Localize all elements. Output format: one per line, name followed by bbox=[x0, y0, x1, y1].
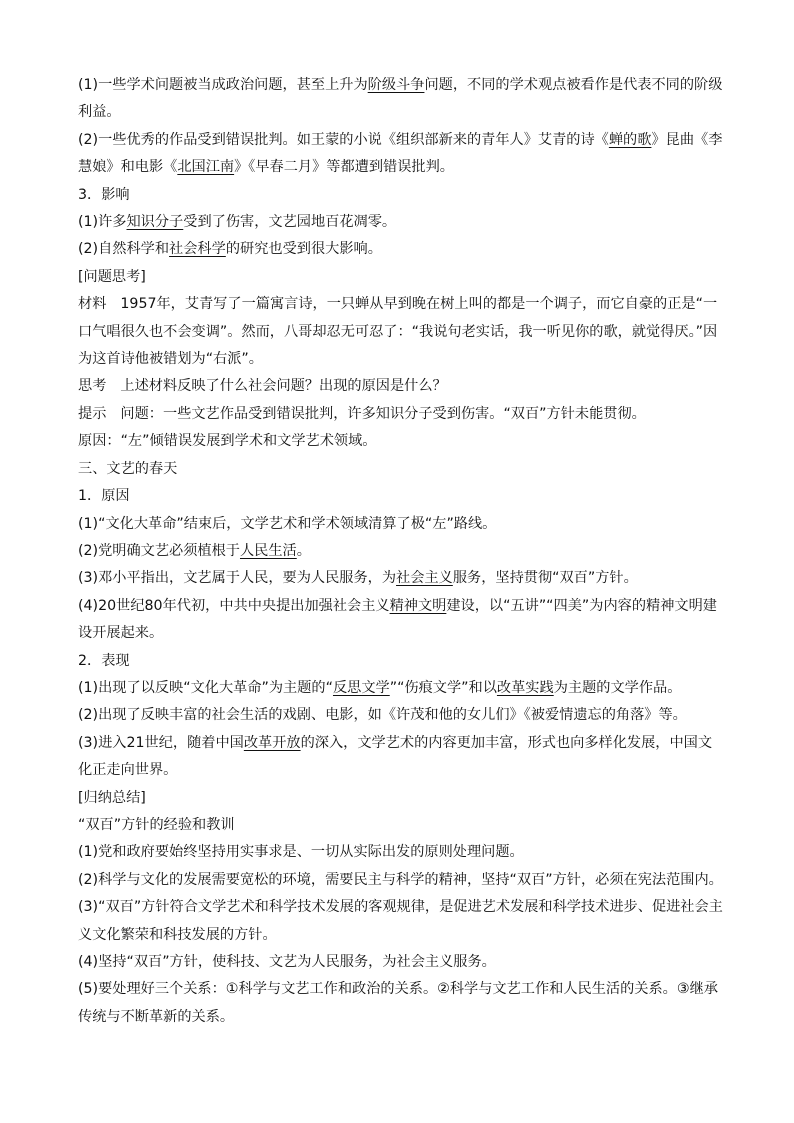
text-segment: (4)坚持“双百”方针，使科技、文艺为人民服务，为社会主义服务。 bbox=[78, 954, 496, 970]
text-segment: (3)“双百”方针符合文学艺术和科学技术发展的客观规律，是促进艺术发展和科学技术进步、促进社会主义文化繁荣和科技发展的方针。 bbox=[78, 899, 723, 943]
underlined-keyword: 人民生活 bbox=[239, 542, 297, 559]
text-line bbox=[78, 538, 724, 565]
text-line bbox=[78, 675, 724, 702]
text-segment: 3．影响 bbox=[78, 186, 130, 203]
underlined-keyword: 反思文学 bbox=[332, 679, 390, 696]
text-line bbox=[78, 730, 724, 785]
text-segment: 服务，坚持贯彻“双百”方针。 bbox=[452, 570, 638, 587]
underlined-keyword: 知识分子 bbox=[126, 214, 184, 231]
text-line bbox=[78, 127, 724, 182]
text-line bbox=[78, 812, 724, 839]
text-segment: (1)一些学术问题被当成政治问题，甚至上升为 bbox=[78, 77, 368, 93]
text-segment: 为主题的文学作品。 bbox=[553, 679, 682, 696]
text-line bbox=[78, 702, 724, 729]
text-segment: 材料 bbox=[78, 296, 107, 313]
text-segment: (2)科学与文化的发展需要宽松的环境，需要民主与科学的精神，坚持“双百”方针，必须在宪法范围内。 bbox=[78, 871, 723, 888]
text-segment: (5)要处理好三个关系：①科学与文艺工作和政治的关系。②科学与文艺工作和人民生活的关系。③继承传统与不断革新的关系。 bbox=[78, 981, 718, 1025]
text-line bbox=[78, 428, 724, 455]
text-line bbox=[78, 949, 724, 976]
text-line bbox=[78, 976, 724, 1031]
text-line bbox=[78, 264, 724, 291]
text-line bbox=[78, 785, 724, 812]
text-segment: (1)出现了以反映“文化大革命”为主题的“ bbox=[78, 679, 333, 696]
underlined-keyword: 精神文明 bbox=[389, 597, 447, 614]
text-segment: (1)“文化大革命”结束后，文学艺术和学术领域清算了极“左”路线。 bbox=[78, 515, 497, 532]
text-line bbox=[78, 483, 724, 510]
text-segment: 三、文艺的春天 bbox=[78, 460, 178, 477]
underlined-keyword: 北国江南 bbox=[177, 159, 235, 176]
text-segment: 1．原因 bbox=[78, 488, 130, 505]
text-segment: (3)邓小平指出，文艺属于人民，要为人民服务，为 bbox=[78, 570, 397, 587]
text-segment: 2．表现 bbox=[78, 652, 130, 669]
underlined-keyword: 改革开放 bbox=[243, 734, 301, 751]
text-line bbox=[78, 182, 724, 209]
text-segment: 问题，不同的学术观点被看作是代表不同的阶级利益。 bbox=[78, 77, 723, 121]
text-line bbox=[78, 648, 724, 675]
text-line bbox=[78, 456, 724, 483]
text-segment: 上述材料反映了什么社会问题？出现的原因是什么？ bbox=[120, 378, 447, 395]
text-line bbox=[78, 373, 724, 400]
underlined-keyword: 社会主义 bbox=[396, 570, 453, 587]
text-segment: (2)自然科学和 bbox=[78, 241, 170, 258]
text-segment: (1)党和政府要始终坚持用实事求是、一切从实际出发的原则处理问题。 bbox=[78, 844, 524, 861]
text-line bbox=[78, 894, 724, 949]
text-segment: 1957年，艾青写了一篇寓言诗，一只蝉从早到晚在树上叫的都是一个调子，而它自豪的正是“一口气唱很久也不会变调”。然而，八哥却忍无可忍了：“我说句老实话，我一听见你的歌，就觉得厌。”因为这首诗他被错划为“右派”。 bbox=[78, 296, 718, 368]
text-line bbox=[78, 291, 724, 373]
text-segment: 。 bbox=[296, 542, 311, 559]
text-segment: 的深入，文学艺术的内容更加丰富，形式也向多样化发展，中国文化正走向世界。 bbox=[78, 734, 713, 779]
text-segment: 原因：“左”倾错误发展到学术和文学艺术领域。 bbox=[78, 433, 377, 450]
text-segment: 的研究也受到很大影响。 bbox=[225, 241, 382, 258]
text-segment: 》昆曲《李慧娘》和电影《 bbox=[78, 131, 723, 176]
text-line bbox=[78, 236, 724, 263]
text-segment: 建设，以“五讲”“四美”为内容的精神文明建设开展起来。 bbox=[78, 597, 717, 642]
text-segment: (4)20世纪80年代初，中共中央提出加强社会主义 bbox=[78, 597, 390, 614]
text-segment: [归纳总结] bbox=[78, 789, 146, 806]
text-segment: 思考 bbox=[78, 378, 107, 395]
underlined-keyword: 社会科学 bbox=[169, 241, 226, 258]
text-line bbox=[78, 839, 724, 866]
text-segment: 受到了伤害，文艺园地百花凋零。 bbox=[183, 214, 397, 231]
text-segment: (3)进入21世纪，随着中国 bbox=[78, 734, 244, 751]
text-segment: [问题思考] bbox=[78, 268, 146, 285]
text-segment: ”“伤痕文学”和以 bbox=[389, 679, 497, 696]
text-line bbox=[78, 72, 724, 127]
text-segment: (2)出现了反映丰富的社会生活的戏剧、电影，如《许茂和他的女儿们》《被爱情遗忘的角落》等。 bbox=[78, 707, 687, 724]
underlined-keyword: 阶级斗争 bbox=[367, 77, 425, 93]
text-line bbox=[78, 867, 724, 894]
underlined-keyword: 蝉的歌 bbox=[608, 131, 652, 148]
text-segment: 问题：一些文艺作品受到错误批判，许多知识分子受到伤害。“双百”方针未能贯彻。 bbox=[120, 405, 646, 422]
text-segment: “双百”方针的经验和教训 bbox=[78, 816, 235, 833]
text-segment: (2)一些优秀的作品受到错误批判。如王蒙的小说《组织部新来的青年人》艾青的诗《 bbox=[78, 131, 609, 148]
text-segment: 》《早春二月》等都遭到错误批判。 bbox=[234, 159, 454, 176]
text-segment: 提示 bbox=[78, 405, 107, 422]
document-body bbox=[78, 72, 724, 1031]
text-line bbox=[78, 565, 724, 592]
text-segment: (2)党明确文艺必须植根于 bbox=[78, 542, 240, 559]
underlined-keyword: 改革实践 bbox=[496, 679, 554, 696]
text-line bbox=[78, 401, 724, 428]
text-line bbox=[78, 593, 724, 648]
text-line bbox=[78, 209, 724, 236]
text-line bbox=[78, 511, 724, 538]
text-segment: (1)许多 bbox=[78, 214, 127, 231]
